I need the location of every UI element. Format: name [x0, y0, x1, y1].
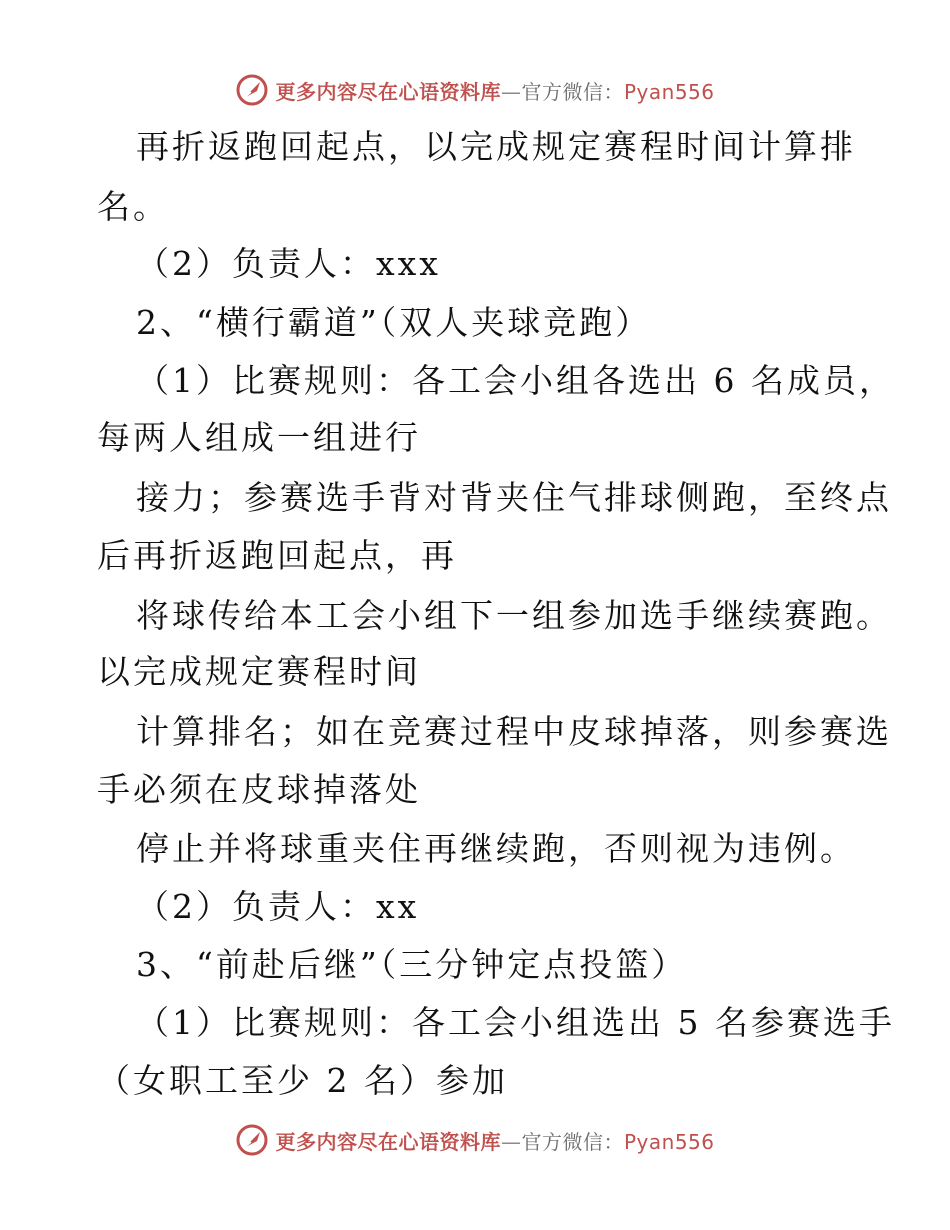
watermark-sub: 官方微信：	[521, 1129, 624, 1154]
paragraph-line: 名。	[97, 187, 169, 226]
feather-quill-icon	[235, 1123, 269, 1157]
paragraph-line: （2）负责人：xxx	[136, 244, 441, 283]
watermark-main: 更多内容尽在心语资料库	[275, 1129, 501, 1154]
header-watermark	[0, 70, 950, 110]
paragraph-line: 以完成规定赛程时间	[97, 652, 421, 691]
paragraph-line: 停止并将球重夹住再继续跑，否则视为违例。	[136, 829, 856, 868]
paragraph-line: （女职工至少 2 名）参加	[97, 1061, 508, 1100]
footer-watermark	[0, 1120, 950, 1160]
watermark-separator: —	[500, 1129, 522, 1154]
paragraph-line: 手必须在皮球掉落处	[97, 770, 421, 809]
feather-quill-icon	[235, 73, 269, 107]
watermark-separator: —	[500, 79, 522, 104]
paragraph-line: （1）比赛规则：各工会小组各选出 6 名成员，	[136, 361, 895, 400]
watermark-main: 更多内容尽在心语资料库	[275, 79, 501, 104]
watermark-id: Pyan556	[623, 1129, 715, 1154]
watermark-sub: 官方微信：	[521, 79, 624, 104]
section-heading: 2、“横行霸道”（双人夹球竞跑）	[136, 303, 652, 342]
paragraph-line: 将球传给本工会小组下一组参加选手继续赛跑。	[136, 596, 892, 635]
paragraph-line: （1）比赛规则：各工会小组选出 5 名参赛选手	[136, 1003, 895, 1042]
paragraph-line: 每两人组成一组进行	[97, 418, 421, 457]
watermark-text	[275, 76, 714, 105]
watermark-text	[275, 1126, 714, 1155]
watermark-id: Pyan556	[623, 79, 715, 104]
paragraph-line: 再折返跑回起点，以完成规定赛程时间计算排	[136, 127, 856, 166]
paragraph-line: 计算排名；如在竞赛过程中皮球掉落，则参赛选	[136, 712, 892, 751]
section-heading: 3、“前赴后继”（三分钟定点投篮）	[136, 945, 688, 984]
paragraph-line: 接力；参赛选手背对背夹住气排球侧跑，至终点	[136, 478, 892, 517]
paragraph-line: （2）负责人：xx	[136, 887, 420, 926]
paragraph-line: 后再折返跑回起点，再	[97, 536, 457, 575]
